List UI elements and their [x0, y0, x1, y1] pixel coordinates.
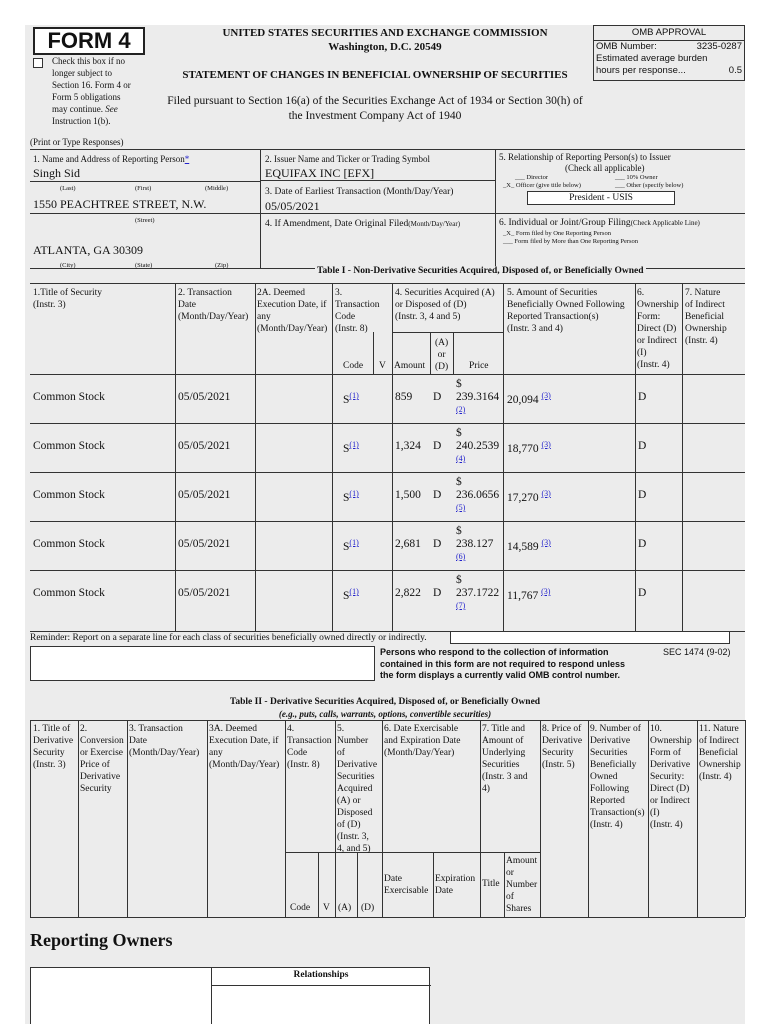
statement-title: STATEMENT OF CHANGES IN BENEFICIAL OWNERSHIP OF SECURITIES	[182, 69, 568, 81]
footnote-link[interactable]: (3)	[541, 587, 551, 596]
t2-sub-amount: Amount or Number of Shares	[506, 856, 538, 914]
price: $ 239.3164 (2)	[456, 378, 500, 414]
zip-label: (Zip)	[215, 262, 229, 269]
ownership-form: D	[638, 587, 647, 599]
t1-h3: 3. Transaction Code (Instr. 8)	[335, 288, 380, 334]
other-option: ___ Other (specify below)	[615, 182, 684, 189]
owned-following: 20,094 $^{(3)}$	[507, 391, 551, 406]
agency-name: UNITED STATES SECURITIES AND EXCHANGE COMMISSION	[222, 27, 548, 39]
footnote-link[interactable]: (2)	[456, 405, 466, 414]
ownership-form: D	[638, 538, 647, 550]
first-label: (First)	[135, 185, 152, 192]
t1-h1: 1.Title of Security (Instr. 3)	[33, 288, 103, 310]
transaction-date: 05/05/2021	[178, 489, 231, 501]
footnote-link[interactable]: (3)	[541, 538, 551, 547]
footnote-link[interactable]: (1)	[349, 489, 359, 498]
t2-h2: 2. Conversion or Exercise Price of Derivative Security	[80, 724, 124, 794]
box1-label: 1. Name and Address of Reporting Person*	[33, 154, 190, 164]
transaction-date: 05/05/2021	[178, 587, 231, 599]
acquired-disposed: D	[433, 440, 442, 452]
t2-h1: 1. Title of Derivative Security (Instr. 3)	[33, 724, 74, 770]
price: $ 238.127 (6)	[456, 525, 494, 561]
omb-burden-label: Estimated average burden	[596, 53, 708, 64]
footnote-link[interactable]: (6)	[456, 552, 466, 561]
transaction-code: $S^{(1)}$	[343, 440, 359, 455]
reporting-person-name: Singh Sid	[33, 166, 81, 180]
acquired-disposed: D	[433, 538, 442, 550]
t1-h2: 2. Transaction Date (Month/Day/Year)	[178, 288, 249, 322]
t2-sub-a: (A)	[338, 903, 352, 913]
transaction-date: 05/05/2021	[178, 440, 231, 452]
street-value: 1550 PEACHTREE STREET, N.W.	[33, 197, 207, 211]
box3-label: 3. Date of Earliest Transaction (Month/Day/Year)	[265, 187, 454, 197]
footnote-link[interactable]: (1)	[349, 587, 359, 596]
no-longer-subject-checkbox[interactable]	[33, 58, 43, 68]
security-title: Common Stock	[33, 489, 105, 501]
amount: 2,681	[395, 538, 421, 550]
owned-following: 17,270 $^{(3)}$	[507, 489, 551, 504]
t1-sub-amount: Amount	[394, 361, 426, 371]
amount: 859	[395, 391, 413, 403]
t1-h4: 4. Securities Acquired (A) or Disposed of (D) (Instr. 3, 4 and 5)	[395, 288, 495, 322]
transaction-code: $S^{(1)}$	[343, 489, 359, 504]
t2-h7: 7. Title and Amount of Underlying Securities (Instr. 3 and 4)	[482, 724, 528, 794]
footnote-link[interactable]: (3)	[541, 440, 551, 449]
relationships-header: Relationships	[293, 970, 349, 980]
omb-approval-box	[593, 25, 745, 81]
footnote-link[interactable]: (4)	[456, 454, 466, 463]
checkbox-instructions: Check this box if no longer subject to Section 16. Form 4 or Form 5 obligations may continue. See Instruction 1(b).	[52, 56, 131, 126]
blank-field	[30, 646, 375, 681]
print-type: (Print or Type Responses)	[30, 137, 124, 147]
price: $ 236.0656 (5)	[456, 476, 500, 512]
security-title: Common Stock	[33, 440, 105, 452]
officer-option: _X_ Officer (give title below)	[503, 182, 581, 189]
footnote-link[interactable]: (7)	[456, 601, 466, 610]
reporting-owners-table	[30, 967, 430, 1024]
sec-code: SEC 1474 (9-02)	[663, 647, 731, 657]
omb-title: OMB APPROVAL	[594, 26, 744, 41]
acquired-disposed: D	[433, 587, 442, 599]
t1-sub-aord: (A) or (D)	[435, 338, 449, 372]
city-value: ATLANTA, GA 30309	[33, 243, 144, 257]
t1-h5: 5. Amount of Securities Beneficially Owned Following Reported Transaction(s) (Instr. 3 and 4)	[507, 288, 625, 334]
box6-label: 6. Individual or Joint/Group Filing(Check Applicable Line)	[499, 218, 700, 228]
reminder: Reminder: Report on a separate line for each class of securities beneficially owned directly or indirectly.	[30, 633, 427, 643]
amount: 1,324	[395, 440, 421, 452]
security-title: Common Stock	[33, 391, 105, 403]
t2-sub-date-exercisable: Date Exercisable	[384, 874, 429, 896]
t1-sub-v: V	[379, 361, 386, 371]
issuer-name: EQUIFAX INC [EFX]	[265, 166, 375, 180]
ten-percent-owner-option: ___ 10% Owner	[615, 174, 658, 181]
price: $ 237.1722 (7)	[456, 574, 500, 610]
acquired-disposed: D	[433, 489, 442, 501]
footnote-link[interactable]: (1)	[349, 391, 359, 400]
omb-number-label: OMB Number:	[596, 41, 657, 52]
t2-sub-title: Title	[482, 879, 500, 889]
t1-h7: 7. Nature of Indirect Beneficial Ownership (Instr. 4)	[685, 288, 727, 346]
multiple-persons-option: ___ Form filed by More than One Reporting Person	[503, 238, 639, 245]
owned-following: 14,589 $^{(3)}$	[507, 538, 551, 553]
t2-h5: 5. Number of Derivative Securities Acquired (A) or Disposed of (D) (Instr. 3, 4, and 5)	[337, 724, 378, 854]
state-label: (State)	[135, 262, 153, 269]
form-sheet	[25, 25, 745, 1024]
t2-sub-code: Code	[290, 903, 311, 913]
amount: 1,500	[395, 489, 421, 501]
transaction-code: $S^{(1)}$	[343, 391, 359, 406]
t1-h6: 6. Ownership Form: Direct (D) or Indirect (I) (Instr. 4)	[637, 288, 679, 370]
security-title: Common Stock	[33, 587, 105, 599]
t2-h8: 8. Price of Derivative Security (Instr. 5)	[542, 724, 583, 770]
form-title: FORM 4	[33, 27, 145, 55]
street-label: (Street)	[135, 217, 155, 224]
t2-h3: 3. Transaction Date (Month/Day/Year)	[129, 724, 200, 758]
footnote-link[interactable]: (3)	[541, 489, 551, 498]
t2-h9: 9. Number of Derivative Securities Beneficially Owned Following Reported Transaction(s) (Instr. 4)	[590, 724, 645, 830]
agency-location: Washington, D.C. 20549	[328, 41, 442, 53]
t2-h11: 11. Nature of Indirect Beneficial Ownership (Instr. 4)	[699, 724, 741, 782]
t2-sub-d: (D)	[361, 903, 375, 913]
t2-h10: 10. Ownership Form of Derivative Security: Direct (D) or Indirect (I) (Instr. 4)	[650, 724, 692, 830]
table1-title: Table I - Non-Derivative Securities Acquired, Disposed of, or Beneficially Owned	[317, 266, 644, 276]
box5-check: (Check all applicable)	[565, 163, 645, 173]
one-person-option: _X_ Form filed by One Reporting Person	[503, 230, 611, 237]
t2-h6: 6. Date Exercisable and Expiration Date (Month/Day/Year)	[384, 724, 461, 758]
ownership-form: D	[638, 391, 647, 403]
table2-subtitle: (e.g., puts, calls, warrants, options, convertible securities)	[278, 709, 492, 719]
t2-h3a: 3A. Deemed Execution Date, if any (Month/Day/Year)	[209, 724, 280, 770]
reminder-field	[450, 631, 730, 644]
transaction-date: 05/05/2021	[178, 538, 231, 550]
earliest-transaction-date: 05/05/2021	[265, 199, 320, 213]
city-label: (City)	[60, 262, 76, 269]
transaction-code: $S^{(1)}$	[343, 587, 359, 602]
t1-h2a: 2A. Deemed Execution Date, if any (Month/Day/Year)	[257, 288, 328, 334]
footnote-link[interactable]: (5)	[456, 503, 466, 512]
t1-sub-price: Price	[469, 361, 489, 371]
omb-hours: 0.5	[728, 65, 742, 76]
owned-following: 18,770 $^{(3)}$	[507, 440, 551, 455]
table2-title: Table II - Derivative Securities Acquired, Disposed of, or Beneficially Owned	[229, 697, 541, 707]
t1-sub-code: Code	[343, 361, 364, 371]
footnote-link[interactable]: (3)	[541, 391, 551, 400]
reporting-owners-heading: Reporting Owners	[30, 930, 173, 950]
t2-h4: 4. Transaction Code (Instr. 8)	[287, 724, 332, 770]
transaction-date: 05/05/2021	[178, 391, 231, 403]
filed-pursuant: Filed pursuant to Section 16(a) of the Securities Exchange Act of 1934 or Section 30(h) of	[167, 95, 583, 107]
footnote-link[interactable]: (1)	[349, 538, 359, 547]
persons-notice: Persons who respond to the collection of information contained in this form are not required to respond unless the form displays a currently valid OMB control number.	[380, 647, 626, 680]
filed-pursuant-2: the Investment Company Act of 1940	[288, 110, 462, 122]
middle-label: (Middle)	[205, 185, 229, 192]
ownership-form: D	[638, 489, 647, 501]
box2-label: 2. Issuer Name and Ticker or Trading Symbol	[265, 154, 430, 164]
transaction-code: $S^{(1)}$	[343, 538, 359, 553]
price: $ 240.2539 (4)	[456, 427, 500, 463]
box4-label: 4. If Amendment, Date Original Filed(Month/Day/Year)	[265, 219, 461, 229]
t2-sub-v: V	[323, 903, 330, 913]
ownership-form: D	[638, 440, 647, 452]
security-title: Common Stock	[33, 538, 105, 550]
last-label: (Last)	[60, 185, 76, 192]
officer-title-box: President - USIS	[527, 191, 675, 205]
omb-hours-label: hours per response...	[596, 65, 686, 76]
amount: 2,822	[395, 587, 421, 599]
box5-label: 5. Relationship of Reporting Person(s) to Issuer	[499, 152, 671, 162]
t2-sub-expiration: Expiration Date	[435, 874, 476, 896]
acquired-disposed: D	[433, 391, 442, 403]
footnote-link[interactable]: (1)	[349, 440, 359, 449]
director-option: ___ Director	[515, 174, 549, 181]
owned-following: 11,767 $^{(3)}$	[507, 587, 551, 602]
omb-number: 3235-0287	[696, 41, 742, 52]
